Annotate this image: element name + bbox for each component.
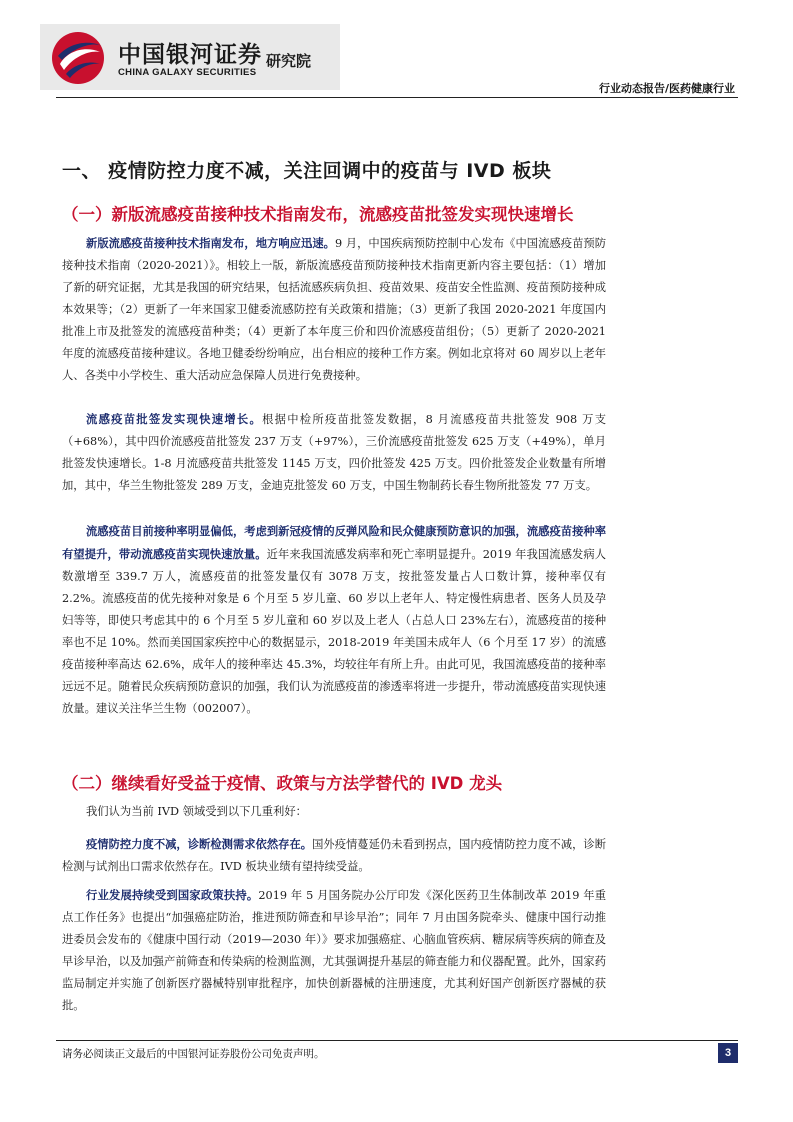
paragraph-body: 根据中检所疫苗批签发数据，8 月流感疫苗共批签发 908 万支（+68%），其中四价流感疫苗批签发 237 万支（+97%），三价流感疫苗批签发 625 万支（+49%），单月批签发快速增长。1-8 月流感疫苗共批签发 1145 万支，四价批签发 425 万支。四价批签发企业数量有所增加，其中，华兰生物批签发 289 万支，金迪克批签发 60 万支，中国生物制药长春生物所批签发 77 万支。 <box>62 413 606 492</box>
footer-rule <box>56 1040 738 1041</box>
paragraph-body: 国外疫情蔓延仍未看到拐点，国内疫情防控力度不减，诊断检测与试剂出口需求依然存在。IVD 板块业绩有望持续受益。 <box>62 838 606 873</box>
paragraph-ivd-policy <box>62 884 606 1017</box>
paragraph-flu-vaccination-rate <box>62 520 606 720</box>
paragraph-lead: 流感疫苗批签发实现快速增长。 <box>86 412 263 426</box>
paragraph-body: 近年来我国流感发病率和死亡率明显提升。2019 年我国流感发病人数激增至 339.7 万人，流感疫苗的批签发量仅有 3078 万支，按批签发量占人口数计算，接种率仅有 2.2%。流感疫苗的优先接种对象是 6 个月至 5 岁儿童、60 岁以上老年人、特定慢性病患者、医务人员及孕妇等等，即使只考虑其中的 6 个月至 5 岁儿童和 60 岁以及上老人（占总人口 23%左右），流感疫苗的接种率也不足 10%。然而美国国家疾控中心的数据显示，2018-2019 年美国未成年人（6 个月至 17 岁）的流感疫苗接种率高达 62.6%，成年人的接种率达 45.3%，均较往年有所上升。由此可见，我国流感疫苗的接种率远远不足。随着民众疾病预防意识的加强，我们认为流感疫苗的渗透率将进一步提升，带动流感疫苗实现快速放量。建议关注华兰生物（002007）。 <box>62 548 606 715</box>
brand-name-cn: 中国银河证券 <box>118 42 262 68</box>
paragraph-body: 9 月，中国疾病预防控制中心发布《中国流感疫苗预防接种技术指南（2020-2021）》。相较上一版，新版流感疫苗预防接种技术指南更新内容主要包括：（1）增加了新的研究证据，尤其是我国的研究结果，包括流感疾病负担、疫苗效果、疫苗安全性监测、疫苗预防接种成本效果等；（2）更新了一年来国家卫健委流感防控有关政策和措施；（3）更新了我国 2020-2021 年度国内批准上市及批签发的流感疫苗种类；（4）更新了本年度三价和四价流感疫苗组份；（5）更新了 2020-2021 年度的流感疫苗接种建议。各地卫健委纷纷响应，出台相应的接种工作方案。例如北京将对 60 周岁以上老年人、各类中小学校生、重大活动应急保障人员进行免费接种。 <box>62 237 606 382</box>
paragraph-lead: 行业发展持续受到国家政策扶持。 <box>86 888 259 902</box>
paragraph-ivd-intro: 我们认为当前 IVD 领域受到以下几重利好： <box>86 805 307 818</box>
brand-institute: 研究院 <box>266 52 312 70</box>
paragraph-ivd-epidemic <box>62 833 606 878</box>
report-type: 行业动态报告/医药健康行业 <box>598 82 735 95</box>
page-number: 3 <box>718 1043 738 1063</box>
paragraph-body: 2019 年 5 月国务院办公厅印发《深化医药卫生体制改革 2019 年重点工作任务》也提出“加强癌症防治，推进预防筛查和早诊早治”；同年 7 月由国务院牵头、健康中国行动推进委员会发布的《健康中国行动（2019—2030 年）》要求加强癌症、心脑血管疾病、糖尿病等疾病的筛查及早诊早治，以及加强产前筛查和传染病的检测监测，尤其强调提升基层的筛查能力和仪器配置。此外，国家药监局制定并实施了创新医疗器械特别审批程序，加快创新器械的注册速度，尤其利好国产创新医疗器械的获批。 <box>62 889 606 1012</box>
paragraph-flu-guideline <box>62 232 606 387</box>
subsection-title-2: （二）继续看好受益于疫情、政策与方法学替代的 IVD 龙头 <box>62 774 503 793</box>
section-title: 一、 疫情防控力度不减，关注回调中的疫苗与 IVD 板块 <box>62 160 552 182</box>
paragraph-lead: 疫情防控力度不减，诊断检测需求依然存在。 <box>86 837 313 851</box>
footer-disclaimer: 请务必阅读正文最后的中国银河证券股份公司免责声明。 <box>62 1048 325 1060</box>
galaxy-logo-icon <box>50 30 106 86</box>
paragraph-lead: 新版流感疫苗接种技术指南发布，地方响应迅速。 <box>86 236 335 250</box>
paragraph-flu-batch-release <box>62 408 606 497</box>
header-rule <box>56 97 738 98</box>
subsection-title-1: （一）新版流感疫苗接种技术指南发布，流感疫苗批签发实现快速增长 <box>62 205 574 224</box>
brand-name-en: CHINA GALAXY SECURITIES <box>118 67 257 78</box>
paragraph-lead: 流感疫苗目前接种率明显偏低，考虑到新冠疫情的反弹风险和民众健康预防意识的加强，流感疫苗接种率有望提升，带动流感疫苗实现快速放量。 <box>62 524 606 561</box>
